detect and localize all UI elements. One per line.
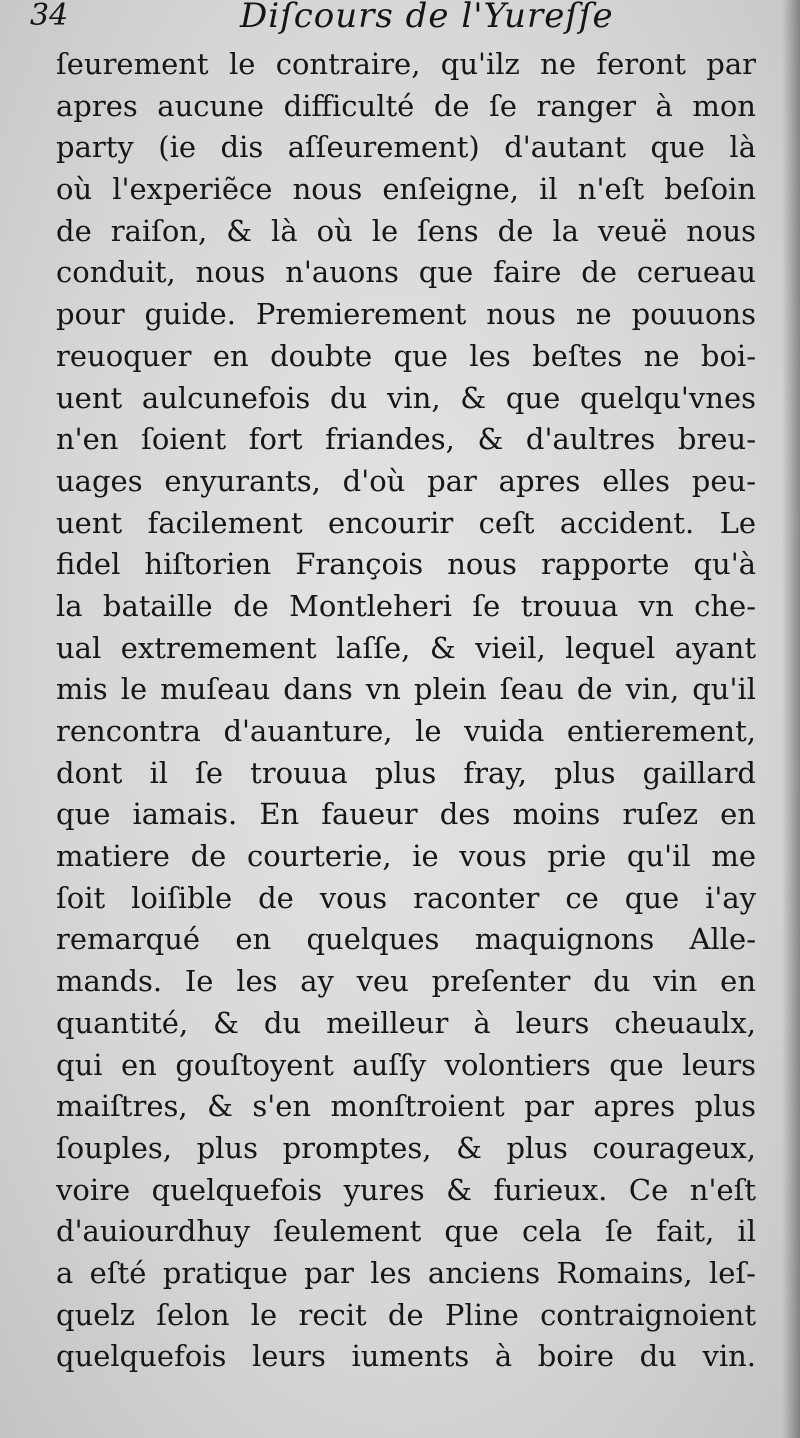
- text-line: d'auiourdhuy ſeulement que cela ſe fait, il: [56, 1214, 756, 1249]
- page-edge-shadow: [782, 0, 800, 1438]
- text-line: mis le muſeau dans vn plein ſeau de vin, qu'il: [56, 672, 756, 707]
- text-line: quantité, & du meilleur à leurs cheuaulx,: [56, 1005, 756, 1040]
- text-line: conduit, nous n'auons que faire de cerueau: [56, 255, 756, 290]
- text-line: voire quelquefois yures & furieux. Ce n'eſt: [56, 1172, 756, 1207]
- running-title: Diſcours de l'Yureſſe: [240, 0, 614, 36]
- page-number: 34: [30, 0, 69, 33]
- body-text: [56, 44, 756, 1378]
- text-line: la bataille de Montleheri ſe trouua vn che-: [56, 588, 756, 623]
- text-line: quelz ſelon le recit de Pline contraignoient: [56, 1297, 756, 1332]
- text-line: rencontra d'auanture, le vuida entierement,: [56, 714, 756, 748]
- text-line: dont il ſe trouua plus fray, plus gaillard: [56, 755, 756, 790]
- text-line: remarqué en quelques maquignons Alle-: [56, 922, 756, 957]
- text-line: matiere de courterie, ie vous prie qu'il me: [56, 839, 756, 874]
- text-line: uent aulcunefois du vin, & que quelqu'vnes: [56, 380, 756, 415]
- text-line: party (ie dis aſſeurement) d'autant que là: [56, 130, 756, 165]
- text-line: où l'experiẽce nous enſeigne, il n'eſt beſoin: [56, 172, 756, 207]
- text-line: ual extremement laſſe, & vieil, lequel ayant: [56, 630, 756, 665]
- text-line: de raiſon, & là où le ſens de la veuë nous: [56, 213, 756, 248]
- text-line: pour guide. Premierement nous ne pouuons: [56, 297, 756, 332]
- text-line: a eſté pratique par les anciens Romains, leſ-: [56, 1255, 756, 1290]
- text-line: ſoit loiſible de vous raconter ce que i'ay: [56, 880, 756, 915]
- text-line: fidel hiſtorien François nous rapporte qu'à: [56, 547, 756, 582]
- text-line: uent facilement encourir ceſt accident. Le: [56, 505, 756, 540]
- text-line: uages enyurants, d'où par apres elles peu-: [56, 463, 756, 498]
- text-line: quelquefois leurs iuments à boire du vin.: [56, 1339, 756, 1374]
- text-line: mands. Ie les ay veu preſenter du vin en: [56, 964, 756, 999]
- text-line: n'en ſoient fort friandes, & d'aultres breu-: [56, 422, 756, 457]
- text-line: reuoquer en doubte que les beſtes ne boi-: [56, 338, 756, 373]
- text-line: ſouples, plus promptes, & plus courageux,: [56, 1130, 756, 1165]
- text-line: qui en gouſtoyent auſſy volontiers que leurs: [56, 1047, 756, 1082]
- text-line: maiſtres, & s'en monſtroient par apres plus: [56, 1089, 756, 1124]
- text-line: que iamais. En faueur des moins ruſez en: [56, 797, 756, 832]
- text-line: apres aucune difficulté de ſe ranger à mon: [56, 88, 756, 123]
- text-line: ſeurement le contraire, qu'ilz ne feront par: [56, 47, 756, 81]
- running-head: [30, 0, 750, 38]
